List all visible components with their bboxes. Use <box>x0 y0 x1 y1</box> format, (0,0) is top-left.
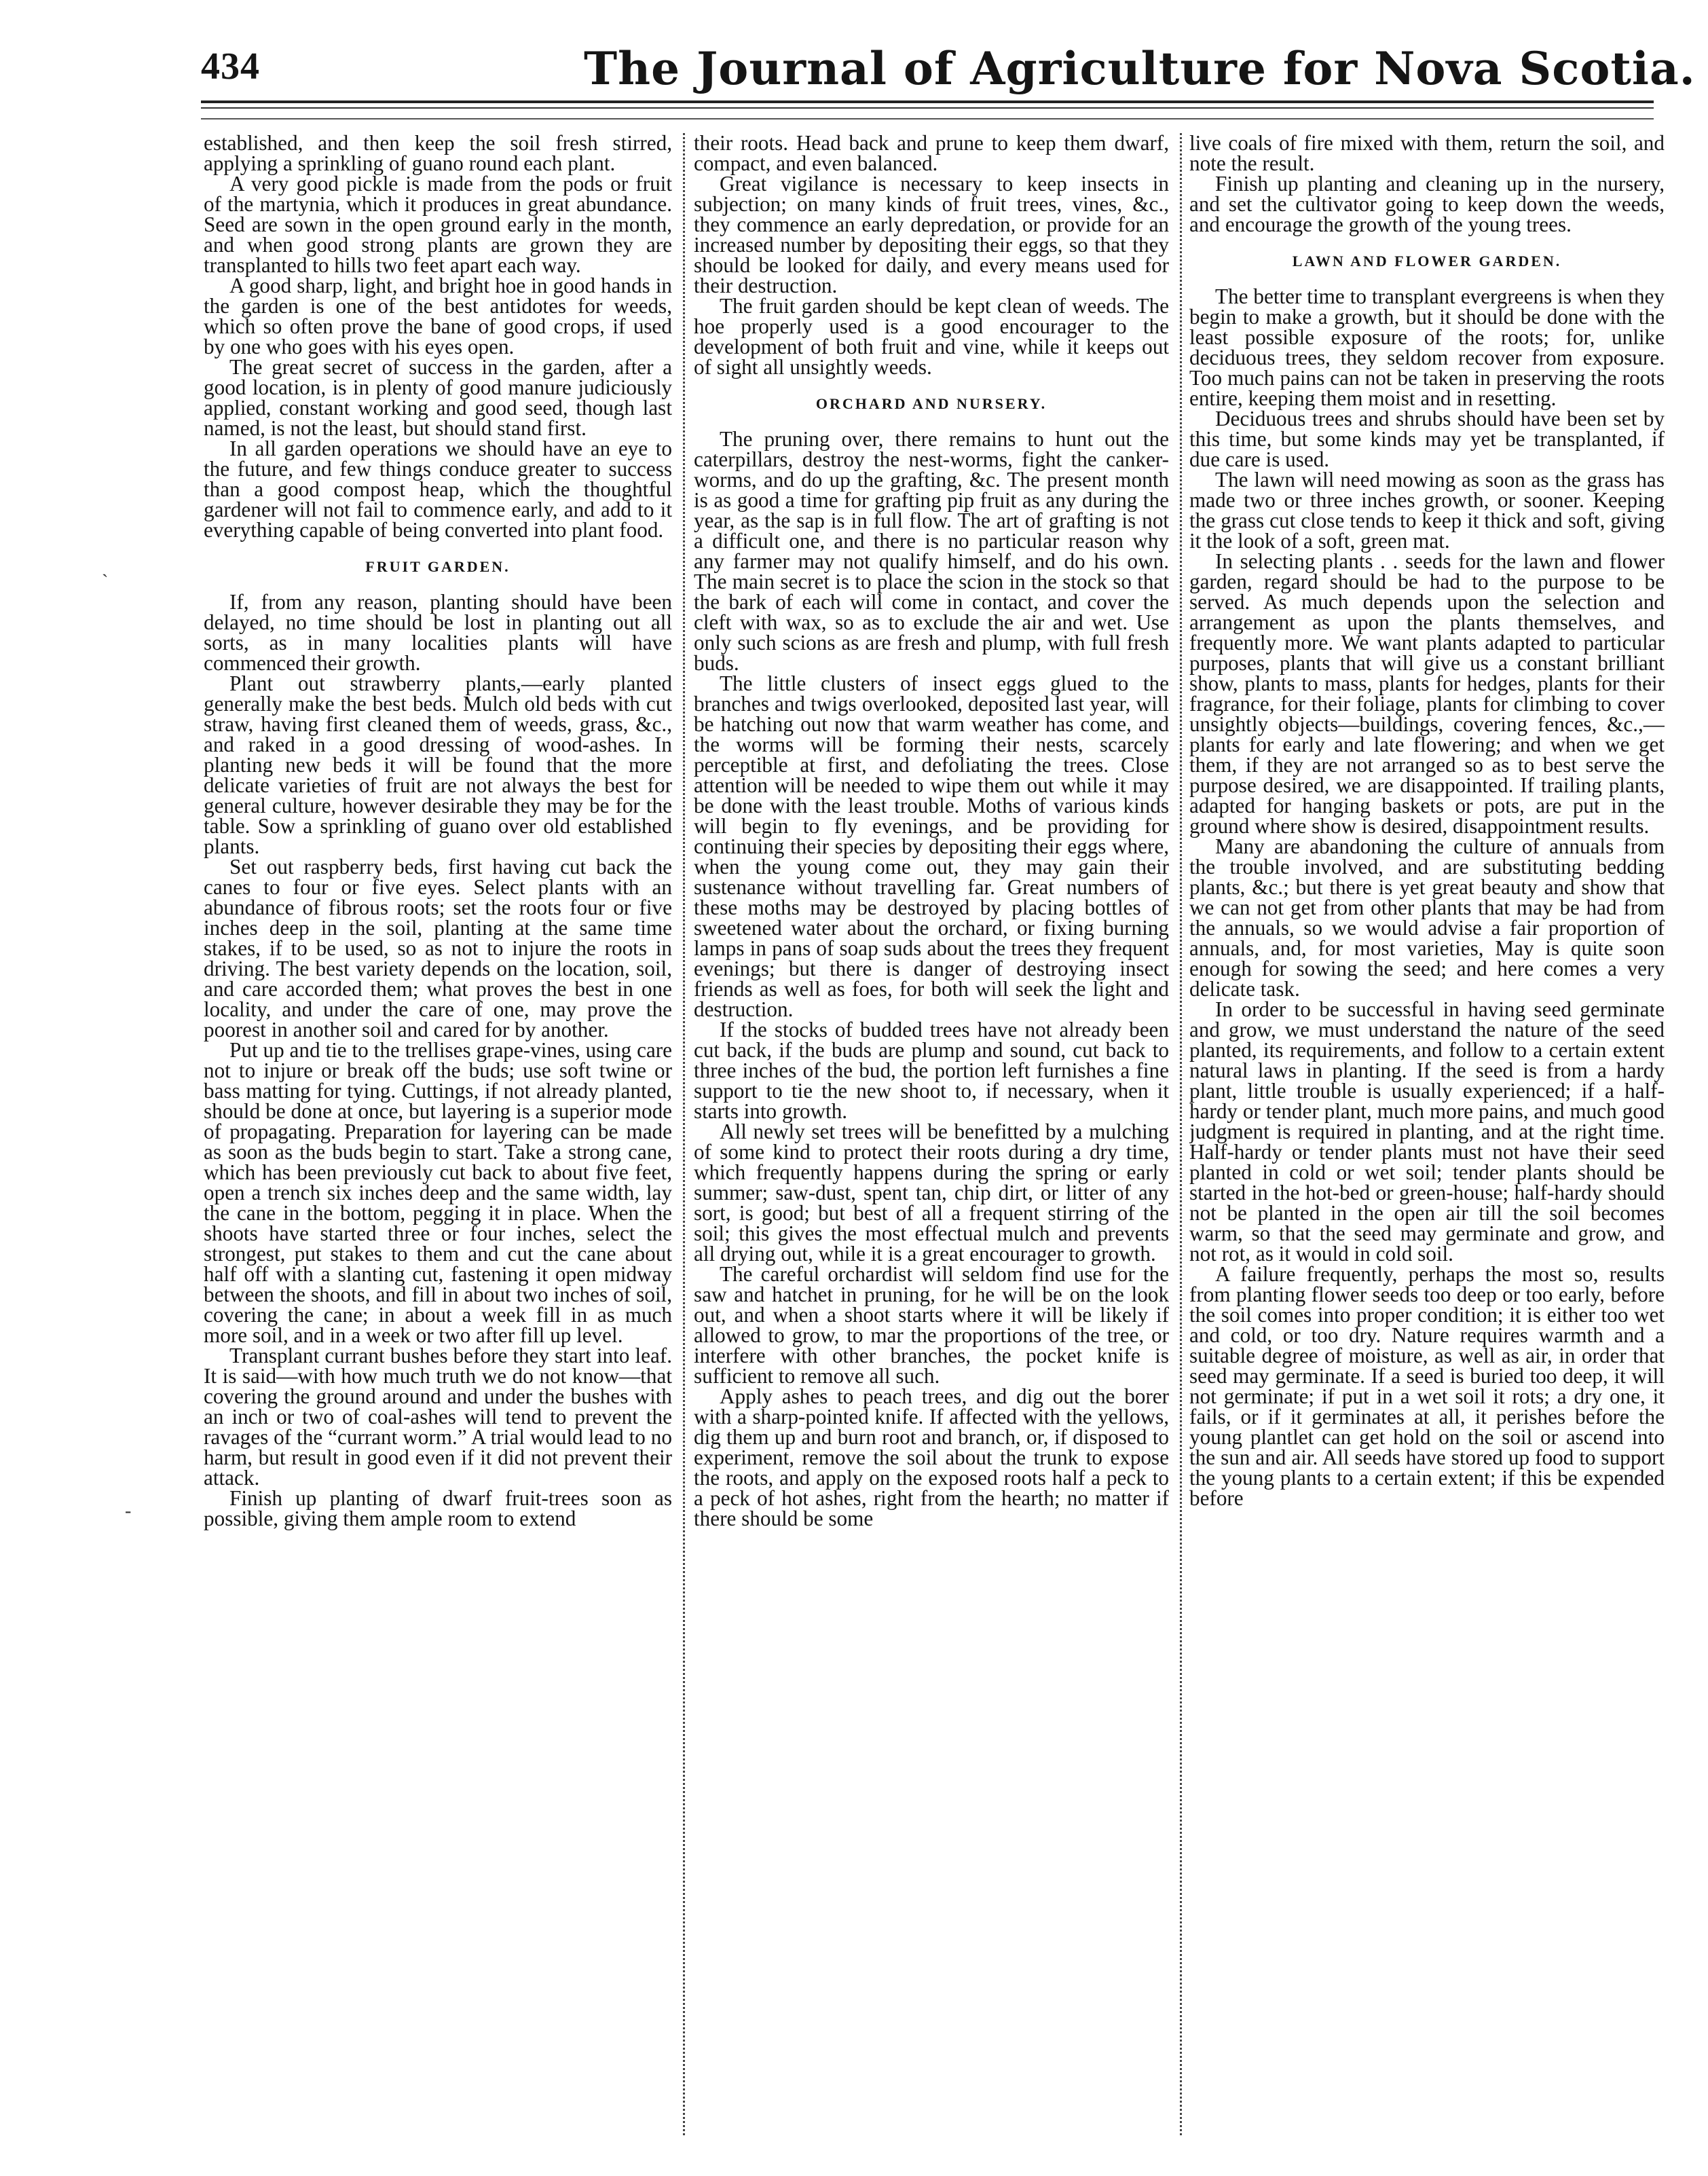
paragraph: In order to be successful in having seed germinate and grow, we must understand the nature of the seed planted, its requirements, and follow to a certain extent natural laws in planting. If the seed is from a hardy plant, little trouble is usually experienced; if a half-hardy or tender plant, much more pains, and much good judgment is required in planting, and at the right time. Half-hardy or tender plants must not have their seed planted in cold or wet soil; tender plants should be started in the hot-bed or green-house; half-hardy should not be planted in the open air till the soil becomes warm, so that the seed may germinate and grow, and not rot, as it would in cold soil. <box>1189 997 1665 1266</box>
header-rule <box>201 100 1654 103</box>
paragraph: The little clusters of insect eggs glued to the branches and twigs overlooked, deposited last year, will be hatching out now that warm weather has come, and the worms will be forming their nests, scarcely perceptible at first, and defoliating the trees. Close attention will be needed to wipe them out while it may be done with the least trouble. Moths of various kinds will begin to fly evenings, and be providing for continuing their species by depositing their eggs where, when the young come out, they may gain their sustenance without travelling far. Great numbers of these moths may be destroyed by placing bottles of sweetened water about the orchard, or fixing burning lamps in pans of soap suds about the trees they frequent evenings; but there is danger of destroying insect friends as well as foes, for both will seek the light and destruction. <box>694 671 1169 1021</box>
section-heading: ORCHARD AND NURSERY. <box>815 395 1047 412</box>
paragraph: Great vigilance is necessary to keep insects in subjection; on many kinds of fruit trees, vines, &c., they commence an early depredation, or provide for an increased number by depositing their eggs, so that they should be looked for daily, and every means used for their destruction. <box>694 172 1169 297</box>
section-heading: FRUIT GARDEN. <box>365 558 510 575</box>
paragraph: Set out raspberry beds, first having cut back the canes to four or five eyes. Select plants with an abundance of fibrous roots; set the roots four or five inches deep in the soil, planting at the same time stakes, if to be used, so as not to injure the roots in driving. The best variety depends on the location, soil, and care accorded them; what proves the best in one locality, and under the care of one, may prove the poorest in another soil and cared for by another. <box>204 855 672 1041</box>
page-number: 434 <box>201 45 260 88</box>
paragraph: Apply ashes to peach trees, and dig out the borer with a sharp-pointed knife. If affected with the yellows, dig them up and burn root and branch, or, if disposed to experiment, remove the soil about the trunk to expose the roots, and apply on the exposed roots half a peck to a peck of hot ashes, right from the hearth; no matter if there should be some <box>694 1384 1169 1530</box>
paragraph: The fruit garden should be kept clean of weeds. The hoe properly used is a good encourager to the development of both fruit and vine, while it keeps out of sight all unsightly weeds. <box>694 294 1169 379</box>
paragraph: If, from any reason, planting should have been delayed, no time should be lost in planting out all sorts, as in many localities plants will have commenced their growth. <box>204 590 672 675</box>
paragraph: live coals of fire mixed with them, return the soil, and note the result. <box>1189 133 1665 175</box>
header-rule-tertiary <box>201 118 1654 119</box>
paragraph: If the stocks of budded trees have not already been cut back, if the buds are plump and sound, cut back to three inches of the bud, the portion left furnishes a fine support to tie the new shoot to, if necessary, when it starts into growth. <box>694 1018 1169 1123</box>
paragraph: Put up and tie to the trellises grape-vines, using care not to injure or break off the buds; use soft twine or bass matting for tying. Cuttings, if not already planted, should be done at once, but layering is a superior mode of propagating. Preparation for layering can be made as soon as the buds begin to start. Take a strong cane, which has been previously cut back to about five feet, open a trench six inches deep and the same width, lay the cane in the bottom, pegging it in place. When the shoots have started three or four inches, select the strongest, put stakes to them and cut the cane about half off with a slanting cut, fastening it open midway between the shoots, and fill in about two inches of soil, covering the cane; in about a week fill in as much more soil, and in a week or two after fill up level. <box>204 1038 672 1347</box>
paragraph: Plant out strawberry plants,—early planted generally make the best beds. Mulch old beds with cut straw, having first cleaned them of weeds, grass, &c., and raked in a good dressing of wood-ashes. In planting new beds it will be found that the more delicate varieties of fruit are not always the best for general culture, however desirable they may be for the table. Sow a sprinkling of guano over old established plants. <box>204 671 672 858</box>
paragraph: The great secret of success in the garden, after a good location, is in plenty of good manure judiciously applied, constant working and good seed, though last named, is not the least, but should stand first. <box>204 355 672 440</box>
journal-title: The Journal of Agriculture for Nova Scotia. <box>584 42 1696 95</box>
header-rule-secondary <box>201 107 1654 109</box>
column-right <box>1189 133 1665 2135</box>
paragraph: their roots. Head back and prune to keep them dwarf, compact, and even balanced. <box>694 133 1169 175</box>
paragraph: The careful orchardist will seldom find use for the saw and hatchet in pruning, for he will be on the look out, and when a shoot starts where it will be likely if allowed to grow, to mar the proportions of the tree, or interfere with other branches, the pocket knife is sufficient to remove all such. <box>694 1262 1169 1388</box>
paragraph: A very good pickle is made from the pods or fruit of the martynia, which it produces in great abundance. Seed are sown in the open ground early in the month, and when good strong plants are grown they are transplanted to hills two feet apart each way. <box>204 172 672 277</box>
paragraph: Finish up planting of dwarf fruit-trees soon as possible, giving them ample room to extend <box>204 1486 672 1530</box>
column-left <box>204 133 672 2135</box>
paragraph: A failure frequently, perhaps the most so, results from planting flower seeds too deep or too early, before the soil comes into proper condition; it is either too wet and cold, or too dry. Nature requires warmth and a suitable degree of moisture, as well as air, in order that seed may germinate. If a seed is buried too deep, it will not germinate; if put in a wet soil it rots; a dry one, it fails, or if it germinates at all, it perishes before the young plantlet can get hold on the soil or ascend into the sun and air. All seeds have stored up food to support the young plants to a certain extent; if this be expended before <box>1189 1262 1665 1510</box>
paragraph: Finish up planting and cleaning up in the nursery, and set the cultivator going to keep down the weeds, and encourage the growth of the young trees. <box>1189 172 1665 236</box>
paragraph: The better time to transplant evergreens is when they begin to make a growth, but it should be done with the least possible exposure of the roots; for, unlike deciduous trees, they seldom recover from exposure. Too much pains can not be taken in preserving the roots entire, keeping them moist and in resetting. <box>1189 284 1665 410</box>
paragraph: established, and then keep the soil fresh stirred, applying a sprinkling of guano round each plant. <box>204 133 672 175</box>
paragraph: Deciduous trees and shrubs should have been set by this time, but some kinds may yet be transplanted, if due care is used. <box>1189 407 1665 471</box>
paragraph: All newly set trees will be benefitted by a mulching of some kind to protect their roots during a dry time, which frequently happens during the spring or early summer; saw-dust, spent tan, chip dirt, or litter of any sort, is good; but best of all a frequent stirring of the soil; this gives the most effectual mulch and prevents all drying out, while it is a great encourager to growth. <box>694 1120 1169 1266</box>
paragraph: In selecting plants . . seeds for the lawn and flower garden, regard should be had to the purpose to be served. As much depends upon the selection and arrangement as upon the plants themselves, and frequently more. We want plants adapted to particular purposes, plants that will give us a constant brilliant show, plants to mass, plants for hedges, plants for their fragrance, for their foliage, plants for climbing to cover unsightly objects—buildings, covering fences, &c.,—plants for early and late flowering; and when we get them, if they are not arranged so as to best serve the purpose desired, we are disappointed. If trailing plants, adapted for hanging baskets or pots, are put in the ground where show is desired, disappointment results. <box>1189 549 1665 838</box>
paragraph: Many are abandoning the culture of annuals from the trouble involved, and are substituting bedding plants, &c.; but there is yet great beauty and show that we can not get from other plants that may be had from the annuals, so we would advise a fair proportion of annuals, and, for most varieties, May is quite soon enough for sowing the seed; and here comes a very delicate task. <box>1189 834 1665 1001</box>
paragraph: Transplant currant bushes before they start into leaf. It is said—with how much truth we do not know—that covering the ground around and under the bushes with an inch or two of coal-ashes will tend to prevent the ravages of the “currant worm.” A trial would lead to no harm, but result in good even if it did not prevent their attack. <box>204 1344 672 1490</box>
paragraph: In all garden operations we should have an eye to the future, and few things conduce greater to success than a good compost heap, which the thoughtful gardener will not fail to commence early, and add to it everything capable of being converted into plant food. <box>204 437 672 542</box>
margin-dash: - <box>125 1500 132 1522</box>
paragraph: The pruning over, there remains to hunt out the caterpillars, destroy the nest-worms, fight the canker-worms, and do up the grafting, &c. The present month is as good a time for grafting pip fruit as any during the year, as the sap is in full flow. The art of grafting is not a difficult one, and there is no particular reason why any farmer may not qualify himself, and do his own. The main secret is to place the scion in the stock so that the bark of each will come in contact, and cover the cleft with wax, so as to exclude the air and wet. Use only such scions as are fresh and plump, with full fresh buds. <box>694 427 1169 675</box>
paragraph: The lawn will need mowing as soon as the grass has made two or three inches growth, or sooner. Keeping the grass cut close tends to keep it thick and soft, giving it the look of a soft, green mat. <box>1189 468 1665 553</box>
paragraph: A good sharp, light, and bright hoe in good hands in the garden is one of the best antidotes for weeds, which so often prove the bane of good crops, if used by one who goes with his eyes open. <box>204 274 672 358</box>
column-middle <box>694 133 1169 2135</box>
column-divider-right <box>1180 133 1182 2135</box>
section-heading: LAWN AND FLOWER GARDEN. <box>1292 253 1562 270</box>
column-divider-left <box>683 133 685 2135</box>
margin-speck: ˎ <box>102 557 109 578</box>
